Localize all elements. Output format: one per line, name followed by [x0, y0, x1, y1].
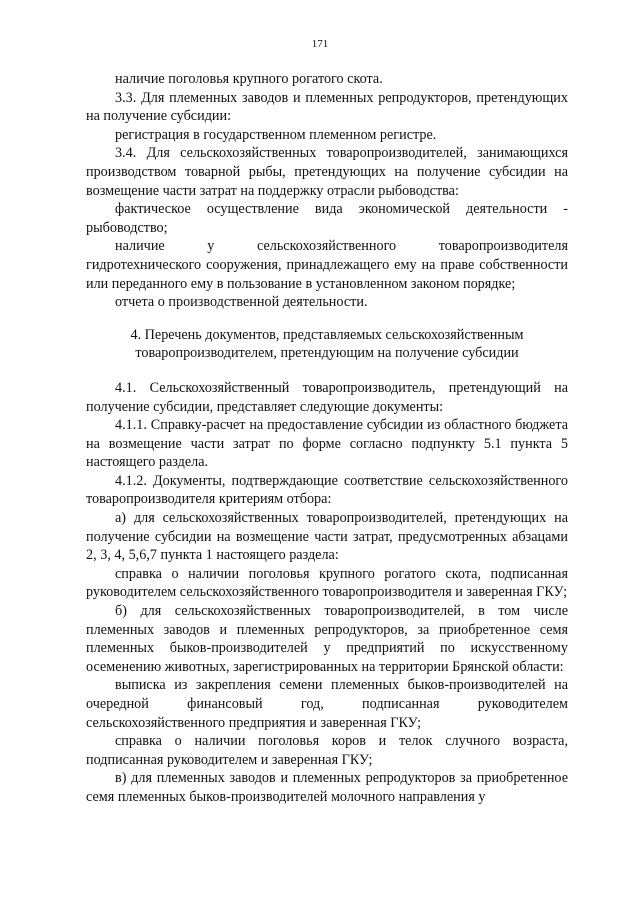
paragraph: отчета о производственной деятельности. [115, 294, 368, 311]
paragraph: 3.4. Для сельскохозяйственных товаропроизводителей, занимающихся производством товарной рыбы, претендующих на получение субсидии на возмещение части затрат на поддержку отрасли рыбоводства: [86, 145, 568, 199]
paragraph: регистрация в государственном племенном регистре. [115, 126, 437, 143]
paragraph: б) для сельскохозяйственных товаропроизводителей, в том числе племенных заводов и племенных репродукторов, за приобретенное семя племенных быков-производителей у предприятий по искусственному осеменению животных, зарегистрированных на территории Брянской области: [86, 603, 568, 675]
paragraph: справка о наличии поголовья крупного рогатого скота, подписанная руководителем сельскохозяйственного товаропроизводителя и заверенная ГКУ; [86, 565, 568, 601]
paragraph: выписка из закрепления семени племенных быков-производителей на очередной финансовый год, подписанная руководителем сельскохозяйственного предприятия и заверенная ГКУ; [86, 677, 568, 731]
page-number: 171 [311, 38, 329, 50]
paragraph: фактическое осуществление вида экономической деятельности - рыбоводство; [86, 201, 568, 236]
paragraph: 4.1.2. Документы, подтверждающие соответствие сельскохозяйственного товаропроизводителя критериям отбора: [86, 472, 568, 508]
paragraph: 4.1. Сельскохозяйственный товаропроизводитель, претендующий на получение субсидии, представляет следующие документы: [86, 379, 568, 415]
paragraph: наличие поголовья крупного рогатого скота. [115, 71, 383, 87]
document-body [86, 70, 568, 807]
paragraph: наличие у сельскохозяйственного товаропроизводителя гидротехнического сооружения, принадлежащего ему на праве собственности или переданного ему в пользование в установленном законом порядке; [86, 238, 568, 292]
paragraph: а) для сельскохозяйственных товаропроизводителей, претендующих на получение субсидии на возмещение части затрат, предусмотренных абзацами 2, 3, 4, 5,6,7 пункта 1 настоящего раздела: [86, 510, 568, 564]
paragraph: в) для племенных заводов и племенных репродукторов за приобретенное семя племенных быков-производителей молочного направления у [86, 770, 568, 805]
paragraph: справка о наличии поголовья коров и телок случного возраста, подписанная руководителем и заверенная ГКУ; [86, 733, 568, 768]
paragraph: 3.3. Для племенных заводов и племенных репродукторов, претендующих на получение субсидии: [86, 89, 568, 125]
section-heading: 4. Перечень документов, представляемых сельскохозяйственным товаропроизводителем, претендующим на получение субсидии [130, 326, 524, 362]
paragraph: 4.1.1. Справку-расчет на предоставление субсидии из областного бюджета на возмещение части затрат по форме согласно подпункту 5.1 пункта 5 настоящего раздела. [86, 417, 568, 471]
